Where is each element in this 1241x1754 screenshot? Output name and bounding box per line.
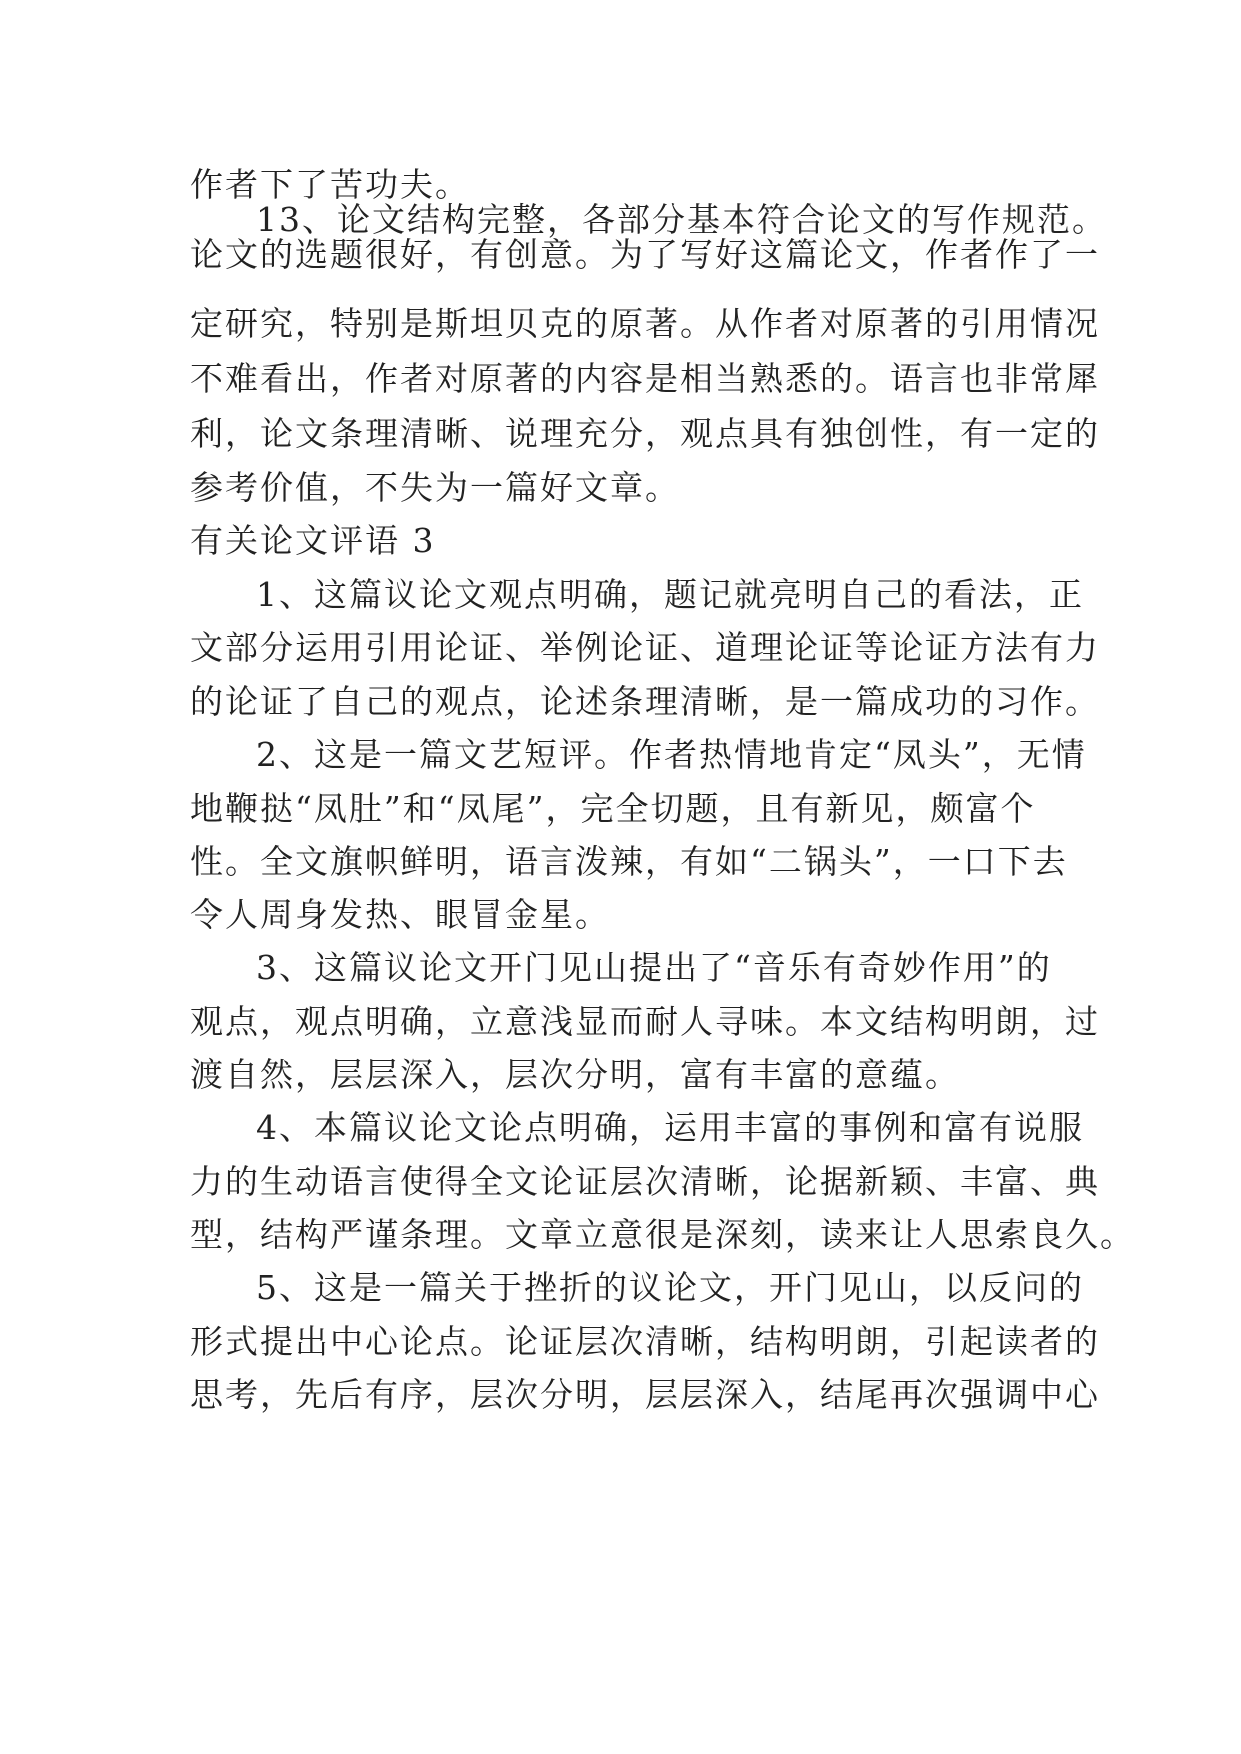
text-line: 4、本篇议论文论点明确，运用丰富的事例和富有说服 bbox=[256, 1108, 1084, 1147]
text-line: 1、这篇议论文观点明确，题记就亮明自己的看法，正 bbox=[256, 575, 1084, 614]
text-line: 力的生动语言使得全文论证层次清晰，论据新颖、丰富、典 bbox=[190, 1162, 1100, 1201]
text-line: 5、这是一篇关于挫折的议论文，开门见山，以反问的 bbox=[256, 1268, 1084, 1307]
text-line: 性。全文旗帜鲜明，语言泼辣，有如“二锅头”，一口下去 bbox=[190, 842, 1068, 881]
text-line: 渡自然，层层深入，层次分明，富有丰富的意蕴。 bbox=[190, 1055, 960, 1094]
text-line: 思考，先后有序，层次分明，层层深入，结尾再次强调中心 bbox=[190, 1375, 1100, 1414]
text-line: 型，结构严谨条理。文章立意很是深刻，读来让人思索良久。 bbox=[190, 1215, 1135, 1254]
text-line: 论文的选题很好，有创意。为了写好这篇论文，作者作了一 bbox=[190, 235, 1100, 274]
text-line: 利，论文条理清晰、说理充分，观点具有独创性，有一定的 bbox=[190, 414, 1100, 453]
text-line: 形式提出中心论点。论证层次清晰，结构明朗，引起读者的 bbox=[190, 1322, 1100, 1361]
text-line: 令人周身发热、眼冒金星。 bbox=[190, 895, 610, 934]
text-line: 3、这篇议论文开门见山提出了“音乐有奇妙作用”的 bbox=[256, 948, 1052, 987]
text-line: 文部分运用引用论证、举例论证、道理论证等论证方法有力 bbox=[190, 628, 1100, 667]
text-line: 的论证了自己的观点，论述条理清晰，是一篇成功的习作。 bbox=[190, 682, 1100, 721]
text-line: 13、论文结构完整，各部分基本符合论文的写作规范。 bbox=[256, 200, 1107, 239]
text-line: 观点，观点明确，立意浅显而耐人寻味。本文结构明朗，过 bbox=[190, 1002, 1100, 1041]
section-heading: 有关论文评语 3 bbox=[190, 521, 436, 560]
text-line: 地鞭挞“凤肚”和“凤尾”，完全切题，且有新见，颇富个 bbox=[190, 789, 1036, 828]
text-line: 不难看出，作者对原著的内容是相当熟悉的。语言也非常犀 bbox=[190, 359, 1100, 398]
text-line: 参考价值，不失为一篇好文章。 bbox=[190, 468, 680, 507]
text-line: 作者下了苦功夫。 bbox=[190, 165, 470, 204]
text-line: 定研究，特别是斯坦贝克的原著。从作者对原著的引用情况 bbox=[190, 304, 1100, 343]
text-line: 2、这是一篇文艺短评。作者热情地肯定“凤头”，无情 bbox=[256, 735, 1087, 774]
